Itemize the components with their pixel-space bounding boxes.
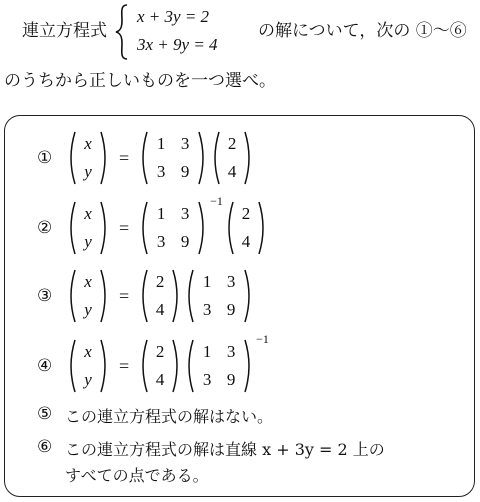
right-paren-icon: [99, 338, 111, 394]
choice-4-lhs: x y: [84, 342, 92, 389]
right-paren-icon: [99, 200, 111, 256]
choice-1-vector: 2 4: [227, 134, 237, 181]
left-paren-icon: [65, 268, 77, 324]
equals-sign: =: [119, 147, 130, 168]
left-paren-icon: [65, 338, 77, 394]
choice-6-text-line2: すべての点である。: [65, 466, 209, 485]
question-line2: のうちから正しいものを一つ選べ。: [4, 71, 276, 91]
left-paren-icon: [65, 200, 77, 256]
choice-6-number: ⑥: [37, 437, 53, 457]
equals-sign: =: [119, 355, 130, 376]
choice-2-matrix: 1 3 3 9: [156, 204, 190, 251]
choice-3-lhs: x y: [84, 272, 92, 319]
left-paren-icon: [183, 338, 195, 394]
choice-3-vector: 2 4: [155, 272, 165, 319]
right-paren-icon: [243, 338, 255, 394]
right-paren-icon: [243, 130, 255, 186]
equals-sign: =: [119, 285, 130, 306]
right-paren-icon: [171, 268, 183, 324]
choice-4-inverse-exponent: −1: [256, 332, 269, 346]
choices-box: [4, 115, 475, 497]
question-tail: の解について，次の ①〜⑥: [258, 21, 467, 41]
left-paren-icon: [65, 130, 77, 186]
left-paren-icon: [137, 338, 149, 394]
choice-4-number: ④: [37, 356, 53, 376]
right-paren-icon: [257, 200, 269, 256]
choice-2-inverse-exponent: −1: [210, 194, 223, 208]
right-paren-icon: [171, 338, 183, 394]
system-equation-2: 3x + 9y = 4: [137, 35, 218, 54]
left-paren-icon: [137, 268, 149, 324]
left-paren-icon: [137, 130, 149, 186]
choice-3-number: ③: [37, 286, 53, 306]
question: [0, 0, 480, 100]
choice-2-vector: 2 4: [241, 204, 251, 251]
left-paren-icon: [209, 130, 221, 186]
choice-5-number: ⑤: [37, 404, 53, 424]
left-paren-icon: [137, 200, 149, 256]
system-brace: [113, 3, 131, 61]
choice-3-matrix: 1 3 3 9: [202, 272, 236, 319]
right-paren-icon: [99, 268, 111, 324]
question-lead: 連立方程式: [22, 21, 107, 41]
choice-2-lhs: x y: [84, 204, 92, 251]
choice-5-text: この連立方程式の解はない。: [65, 407, 274, 426]
right-paren-icon: [197, 130, 209, 186]
choice-6-text-line1: この連立方程式の解は直線 x + 3y = 2 上の: [65, 440, 385, 459]
choice-4-matrix: 1 3 3 9: [202, 342, 236, 389]
system-equation-1: x + 3y = 2: [137, 7, 210, 26]
choice-1-number: ①: [37, 148, 53, 168]
choice-4-vector: 2 4: [155, 342, 165, 389]
choice-1-lhs: x y: [84, 134, 92, 181]
equals-sign: =: [119, 217, 130, 238]
choice-2-number: ②: [37, 218, 53, 238]
right-paren-icon: [243, 268, 255, 324]
right-paren-icon: [197, 200, 209, 256]
right-paren-icon: [99, 130, 111, 186]
left-paren-icon: [223, 200, 235, 256]
left-paren-icon: [183, 268, 195, 324]
choice-1-matrix: 1 3 3 9: [156, 134, 190, 181]
